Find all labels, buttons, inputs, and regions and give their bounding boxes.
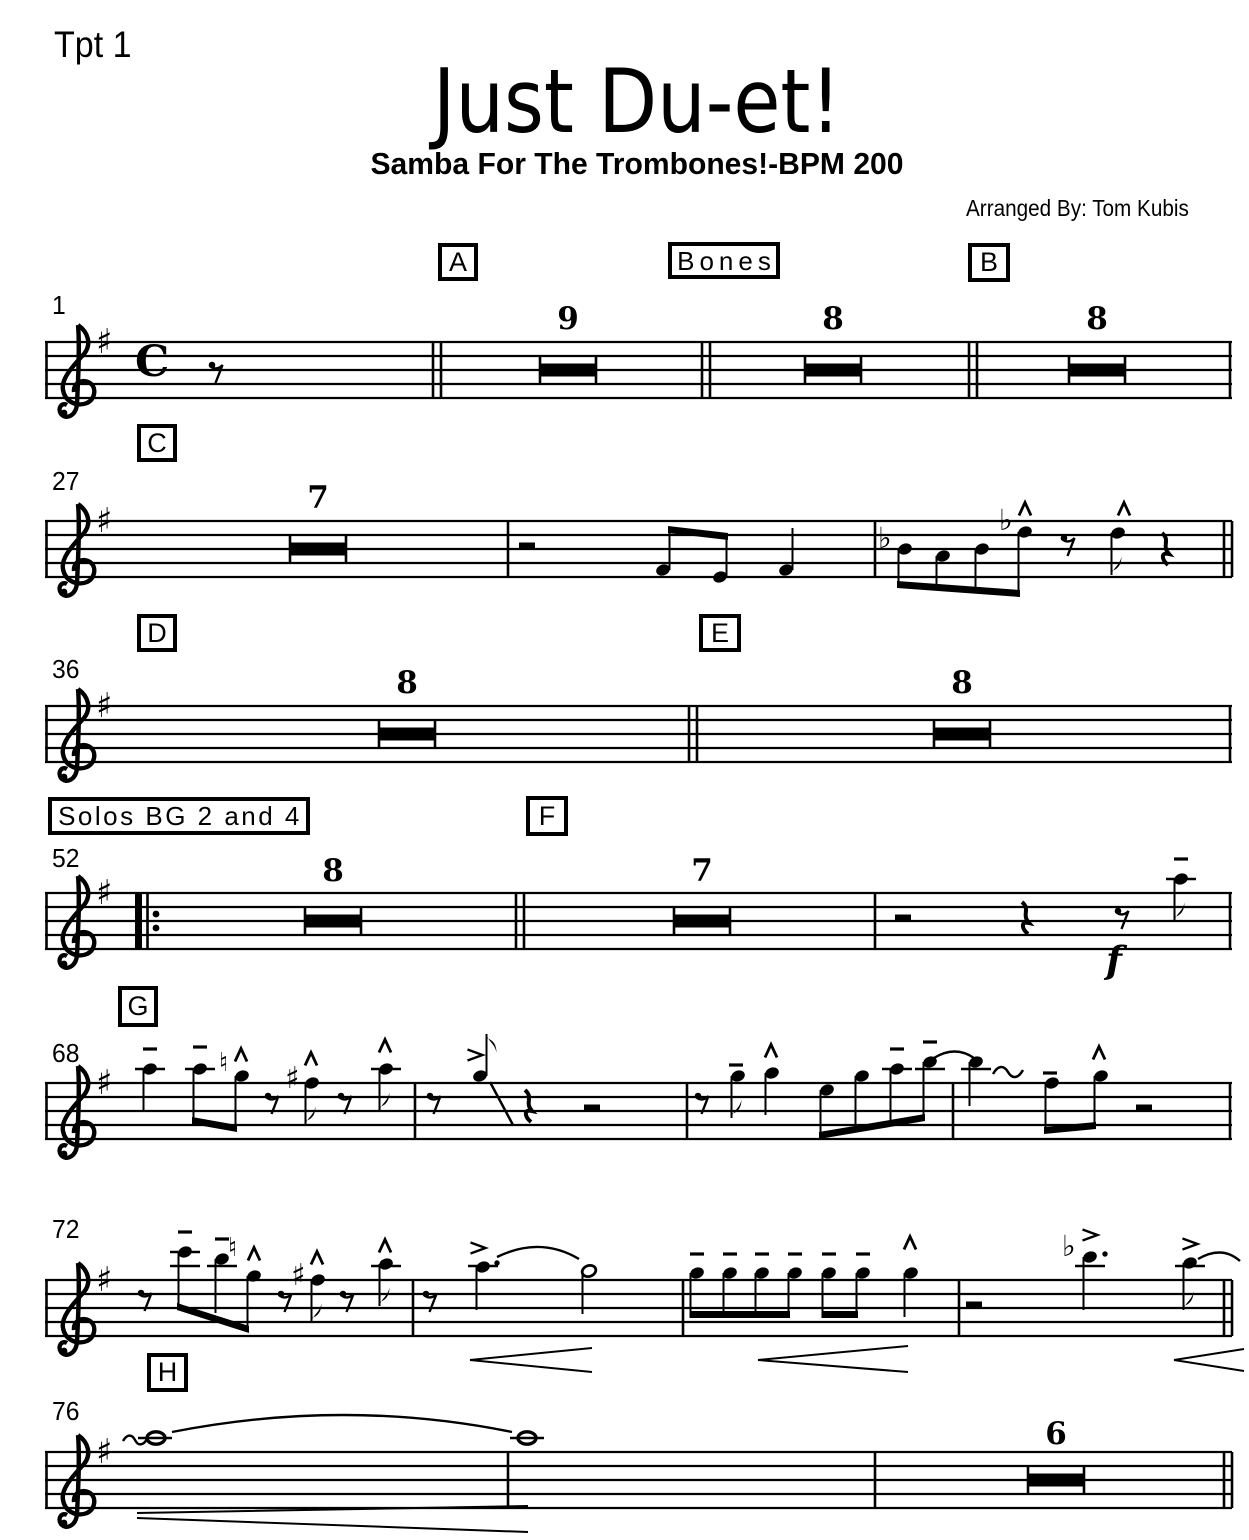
multirest-count: 8	[396, 665, 418, 701]
flat-accidental-icon: ♭	[1062, 1229, 1076, 1263]
dynamic-forte: f	[1106, 938, 1122, 982]
multirest-count: 8	[322, 853, 344, 889]
page-title: Just Du-et!	[432, 50, 842, 153]
tie-slur	[172, 1415, 512, 1432]
multimeasure-rest	[1069, 356, 1125, 384]
crescendo-hairpin	[758, 1346, 908, 1372]
crescendo-hairpin	[137, 1506, 528, 1532]
rehearsal-mark-h: H	[147, 1353, 188, 1392]
measure-number: 36	[52, 654, 80, 684]
multirest-count: 7	[691, 853, 713, 889]
measure-number: 72	[52, 1214, 80, 1244]
crescendo-hairpin	[1174, 1349, 1244, 1371]
key-signature-sharp-icon: ♯	[96, 501, 113, 541]
system-2-notation	[45, 503, 1232, 598]
measure-number: 27	[52, 466, 80, 496]
multimeasure-rest	[805, 356, 861, 384]
multirest-count: 8	[1086, 301, 1108, 337]
rehearsal-mark-c: C	[137, 424, 177, 462]
key-signature-sharp-icon: ♯	[96, 1432, 113, 1472]
rehearsal-mark-e: E	[699, 614, 741, 652]
key-signature-sharp-icon: ♯	[96, 1063, 113, 1103]
key-signature-sharp-icon: ♯	[96, 1260, 113, 1300]
rehearsal-mark-b: B	[968, 243, 1010, 282]
sharp-accidental-icon: ♯	[291, 1258, 306, 1293]
multirest-count: 8	[951, 665, 973, 701]
system-3-notation	[45, 686, 1232, 781]
measure-number: 1	[52, 290, 66, 320]
natural-accidental-icon: ♮	[219, 1048, 229, 1078]
turn-ornament	[993, 1067, 1023, 1077]
multimeasure-rest	[379, 720, 435, 748]
multimeasure-rest	[290, 535, 346, 563]
measure-number: 68	[52, 1038, 80, 1068]
key-signature-sharp-icon: ♯	[96, 873, 113, 913]
multimeasure-rest	[934, 720, 990, 748]
flat-accidental-icon: ♭	[878, 521, 892, 555]
natural-accidental-icon: ♮	[228, 1233, 238, 1263]
sharp-accidental-icon: ♯	[285, 1061, 300, 1096]
system-4-notation	[45, 853, 1232, 967]
multimeasure-rest	[540, 356, 596, 384]
flat-accidental-icon: ♭	[999, 503, 1013, 537]
multirest-count: 9	[557, 301, 579, 337]
key-signature-sharp-icon: ♯	[96, 686, 113, 726]
multirest-count: 7	[307, 480, 329, 516]
multimeasure-rest	[305, 907, 361, 935]
multimeasure-rest	[674, 907, 730, 935]
measure-number: 52	[52, 843, 80, 873]
crescendo-hairpin	[470, 1348, 592, 1372]
arranger-credit: Arranged By: Tom Kubis	[966, 195, 1189, 221]
page-subtitle: Samba For The Trombones!-BPM 200	[370, 146, 904, 181]
key-signature-sharp-icon: ♯	[96, 322, 113, 362]
multirest-count: 8	[822, 301, 844, 337]
rehearsal-mark-g: G	[118, 986, 158, 1027]
measure-number: 76	[52, 1396, 80, 1426]
time-signature-common-icon: C	[135, 337, 170, 387]
part-name: Tpt 1	[54, 24, 132, 65]
system-1-notation	[45, 322, 1232, 417]
rehearsal-mark-f: F	[526, 796, 568, 836]
multirest-count: 6	[1045, 1416, 1067, 1452]
multimeasure-rest	[1028, 1466, 1084, 1494]
rehearsal-mark-d: D	[137, 614, 177, 652]
rehearsal-mark-solos-bg: Solos BG 2 and 4	[48, 797, 310, 835]
rehearsal-mark-bones: Bones	[668, 242, 780, 279]
rehearsal-mark-a: A	[438, 243, 478, 281]
